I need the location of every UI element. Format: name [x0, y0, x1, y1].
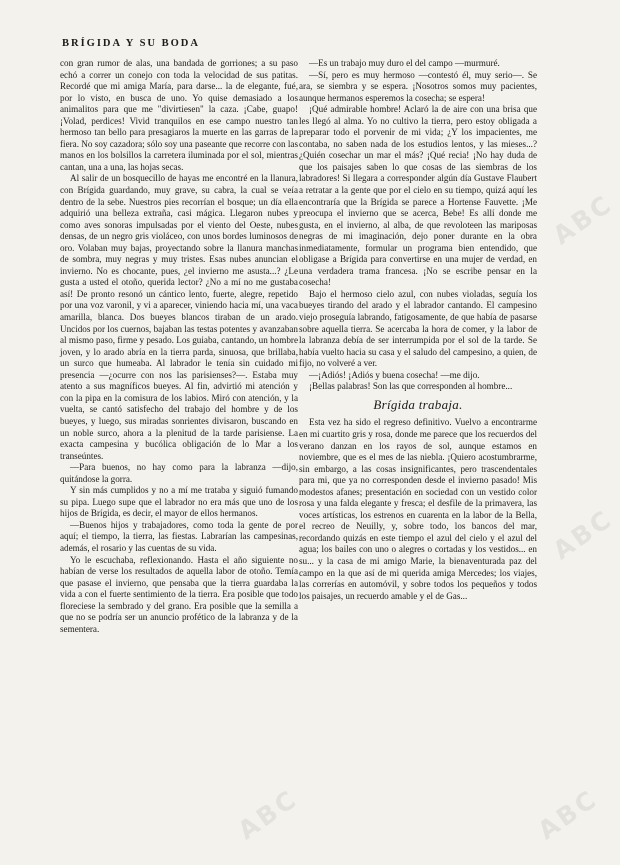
paragraph: —¡Adiós! ¡Adiós y buena cosecha! —me dijo.	[309, 369, 480, 380]
paragraph: —Sí, pero es muy hermoso —contestó él, muy serio—. Se ara, se siembra y se espera. ¡Nosotros somos muy pacientes, aunque hermanos esperemos la cosecha; se espera!	[299, 69, 537, 103]
paragraph: Al salir de un bosquecillo de hayas me encontré en la llanura, con Brígida guardando, muy grave, su cabra, la cual se veía dentro de la sebe. Nuestros pies recorrían el bosque; un día ella adquirió una belleza extraña, casi mágica. Llegaron nubes y como aves sonoras impulsadas por el viento del Oeste, nubes densas, de un negro gris violáceo, con unos bordes luminosos de oro. Volaban muy bajas, proyectando sobre la llanura manchas de sombra, muy negras y muy tristes. Esas nubes anuncian el invierno. No es chocante, pues, ¿el invierno me asusta...? ¿Le gusta a usted el otoño, querida lector? ¿No a mí no me gustaba así! De pronto resonó un cántico lento, fuerte, alegre, repetido por una voz varonil, y vi a aparecer, viniendo hacia mí, una vaca amarilla, blanca. Dos bueyes blancos tiraban de un arado. Uncidos por los cuernos, bajaban las testas potentes y avanzaban al mismo paso, firme y pesado. Los guiaba, cantando, un hombre joven, y lo arado abría en la tierra parda, sinuosa, que brillaba, un surco que humeaba. Al labrador le tenía sin cuidado mi presencia —¿ocurre con nos las parisienses?—. Estaba muy atento a sus magníficos bueyes. Al fin, advirtió mi atención y con la pipa en la comisura de los labios. Miró con atención, y la vuelta, se cantó satisfecho del trabajo del hombre y de los bueyes, y luego, sus miradas sonrientes divisaron, buscando en un noble surco, ahora a la plenitud de la tarde parisiense. La exacta campesina y bucólica obligación de lo Mar a los transeúntes.	[60, 173, 298, 461]
paragraph: ¡Bellas palabras! Son las que corresponden al hombre...	[309, 381, 513, 392]
watermark: ABC	[547, 503, 619, 566]
section-heading: Brígida trabaja.	[373, 396, 463, 412]
running-header: BRÍGIDA Y SU BODA	[62, 38, 200, 49]
left-column	[60, 58, 298, 635]
paragraph: —Buenos hijos y trabajadores, como toda la gente de por aquí; el tiempo, la tierra, las fiestas. Labrarían las campesinas, además, el rosario y las cuentas de su vida.	[60, 519, 298, 553]
watermark: ABC	[547, 188, 619, 251]
paragraph: con gran rumor de alas, una bandada de gorriones; a su paso echó a correr un conejo con toda la velocidad de sus patitas. Recordé que mi amiga María, para darse... la de elegante, fué, por lo visto, en busca de uno. Yo quise demasiado a los animalitos para que me "divirtiesen" la caza. ¡Cabe, guapo! ¡Volad, perdices! Vivid tranquilos en ese campo nuestro tan hermoso tan bello para presagiaros la muerte en las garras de la fiera. No soy cazadora; sólo soy una paseante que recorre con las manos en los bolsillos la carretera iluminada por el sol, mientras cantan, una a una, las hojas secas.	[60, 58, 298, 172]
paragraph: Yo le escuchaba, reflexionando. Hasta el año siguiente no habían de verse los resultados de aquella labor de otoño. Temía que pasase el invierno, que pensaba que la tierra guardaba la vida a con el fuerte sentimiento de la tierra. Era posible que todo floreciese la sembrado y del grano. Era posible que la semilla a que no se podría ser un anuncio profético de la labranza y de la sementera.	[60, 554, 298, 634]
paragraph: Esta vez ha sido el regreso definitivo. Vuelvo a encontrarme en mi cuartito gris y rosa, donde me parece que los recuerdos del verano danzan en los rayos de sol, aunque estamos en noviembre, que es el mes de las niebla. ¡Quiero acostumbrarme, sin embargo, a las cosas insignificantes, pero trascendentales para mi, que ya no corresponden desde el invierno pasado! Mis modestos afanes; presentación en sociedad con un vestido color rosa y una falda elegante y fresca; el desfile de la primavera, las voces artísticas, los estrenos en cuarenta en la labor de la Bella, el recreo de Neuilly, y, sobre todo, los bancos del mar, recordando quizás en este tiempo el azul del cielo y el azul del agua; los bailes con uno o alegres o cortadas y los vestidos... en su... y la casa de mi amigo Marie, la bienaventurada paz del campo en la que así de mi querida amiga Mercedes; los viajes, las correrías en automóvil, y sobre todos los pequeños y todos los paisajes, un recuerdo amable y el de Gas...	[299, 417, 537, 601]
watermark: ABC	[232, 783, 304, 846]
paragraph: ¡Qué admirable hombre! Aclaró la de aire con una brisa que les llegó al alma. Yo no cultivo la tierra, pero estoy obligada a preparar todo el porvenir de mi vida; ¿Y los impacientes, me contaba, no saben nada de los estudios lentos, y las mieses...? ¿Quién cosechar un mar el más? ¡Qué recia! ¡No hay duda de que los paisajes saben lo que cosas de las siembras de los labradores! Si llegara a corresponder algún día Gustave Flaubert a retratar a la gente que por el cielo en su tiempo, quizá aquí les encontraría que la Brígida se parece a Hortense Fauvette. ¡Me preocupa el invierno que se acerca, Bebe! Es allí donde me gusta, en el invierno, al alba, de que revoloteen las mariposas negras de mi imaginación, dejo poner durante en la obra inmediatamente, formular un programa bien entendido, que obligase a Brígida para convertirse en una mujer de verdad, en una verdadera trama francesa. ¡No se escribe pensar en la cosecha!	[299, 104, 537, 288]
paragraph: —Para buenos, no hay como para la labranza —dijo, quitándose la gorra.	[60, 462, 298, 484]
paragraph: Y sin más cumplidos y no a mí me trataba y siguió fumando su pipa. Luego supe que el labrador no era más que uno de los hijos de Brígida, es decir, el mayor de ellos hermanos.	[60, 485, 298, 519]
right-column	[299, 58, 537, 602]
watermark: ABC	[532, 783, 604, 846]
paragraph: Bajo el hermoso cielo azul, con nubes violadas, seguía los bueyes tirando del arado y el labrador cantando. El campesino viejo proseguía labrando, fatigosamente, de que había de pasarse sobre aquella tierra. Se acercaba la hora de comer, y la labor de la labranza debía de ser interrumpida por el sol de la tarde. Se había vuelto hacia su casa y el saludo del campesino, a quien, de fijo, no volveré a ver.	[299, 288, 537, 369]
paragraph: —Es un trabajo muy duro el del campo —murmuré.	[309, 58, 500, 68]
